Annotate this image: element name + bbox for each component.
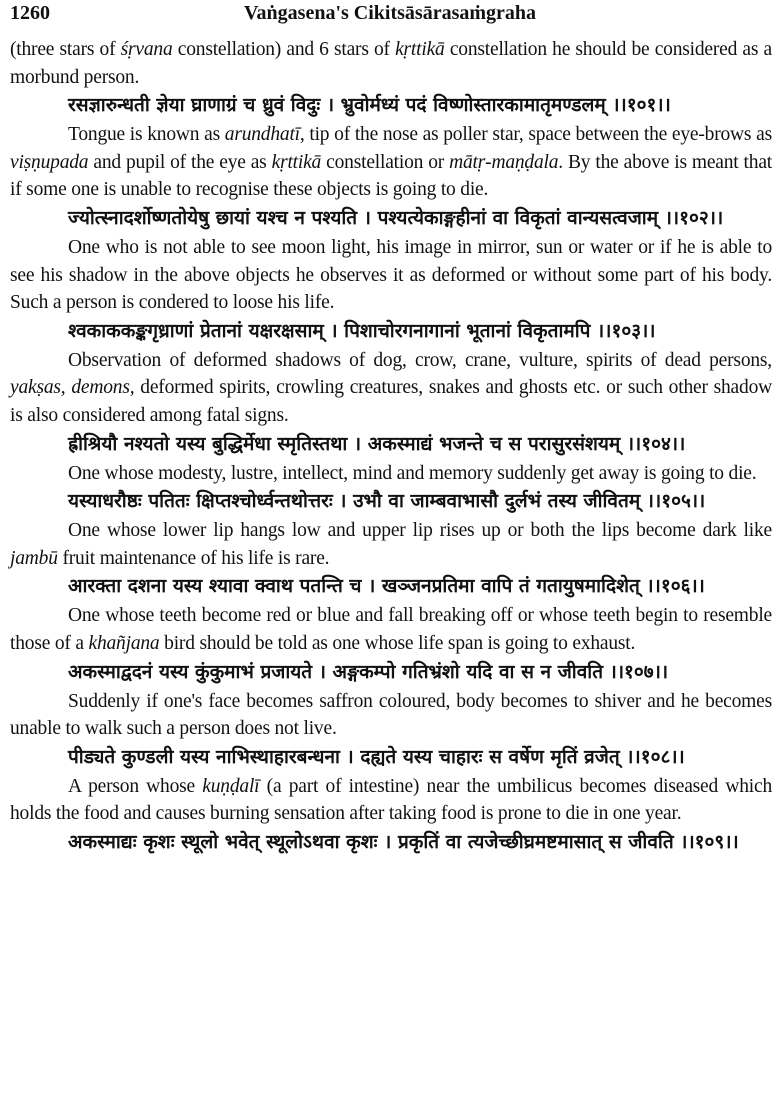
sanskrit-verse: अकस्माद्वदनं यस्य कुंकुमाभं प्रजायते । अङ्गकम्पो गतिभ्रंशो यदि वा स न जीवति ।।१०७।। [68, 660, 669, 683]
sanskrit-verse: यस्याधरौष्ठः पतितः क्षिप्तश्चोर्ध्वन्तथोत्तरः । उभौ वा जाम्बवाभासौ दुर्लभं तस्य जीवितम् ।।१०५।। [68, 490, 706, 513]
page-number: 1260 [10, 2, 50, 24]
sanskrit-verse: पीड्यते कुण्डली यस्य नाभिस्थाहारबन्धना । दह्यते यस्य चाहारः स वर्षेण मृतिं व्रजेत् ।।१०८।। [68, 745, 685, 768]
translation-paragraph: Observation of deformed shadows of dog, crow, crane, vulture, spirits of dead persons, yakṣas, demons, deformed spirits, crowling creatures, snakes and ghosts etc. or such other shadow is also considered among fatal signs. [10, 349, 772, 426]
sanskrit-verse: श्वकाककङ्कगृध्राणां प्रेतानां यक्षरक्षसाम् । पिशाचोरगनागानां भूतानां विकृतामपि ।।१०३।। [68, 319, 656, 342]
page-body [10, 36, 772, 858]
sanskrit-verse: ह्रीश्रियौ नश्यतो यस्य बुद्धिर्मेधा स्मृतिस्तथा । अकस्माद्यं भजन्ते च स परासुरसंशयम् ।।१०४।। [68, 432, 686, 455]
running-header [10, 2, 770, 28]
translation-paragraph: One whose lower lip hangs low and upper lip rises up or both the lips become dark like jambū fruit maintenance of his life is rare. [10, 520, 772, 569]
translation-paragraph: Tongue is known as arundhatī, tip of the nose as poller star, space between the eye-brows as viṣṇupada and pupil of the eye as kṛttikā constellation or mātṛ-maṇḍala. By the above is meant that if some one is unable to recognise these objects is going to die. [10, 124, 772, 201]
sanskrit-verse: आरक्ता दशना यस्य श्यावा क्वाथ पतन्ति च । खञ्जनप्रतिमा वापि तं गतायुषमादिशेत् ।।१०६।। [68, 575, 705, 598]
sanskrit-verse: ज्योत्स्नादर्शोष्णतोयेषु छायां यश्च न पश्यति । पश्यत्येकाङ्गहीनां वा विकृतां वान्यसत्वजाम् ।।१०२।। [68, 206, 724, 229]
translation-paragraph: Suddenly if one's face becomes saffron coloured, body becomes to shiver and he becomes unable to walk such a person does not live. [10, 690, 772, 740]
translation-paragraph: (three stars of śṛvana constellation) and 6 stars of kṛttikā constellation he should be considered as a morbund person. [10, 39, 772, 88]
translation-paragraph: One who is not able to see moon light, his image in mirror, sun or water or if he is able to see his shadow in the above objects he observes it as deformed or without some part of his body. Such a person is condered to loose his life. [10, 236, 772, 314]
translation-paragraph: One whose teeth become red or blue and fall breaking off or whose teeth begin to resemble those of a khañjana bird should be told as one whose life span is going to exhaust. [10, 605, 772, 654]
sanskrit-verse: अकस्माद्यः कृशः स्थूलो भवेत् स्थूलोऽथवा कृशः । प्रकृतिं वा त्यजेच्छीघ्रमष्टमासात् स जीवति ।।१०९।। [68, 830, 739, 853]
translation-paragraph: One whose modesty, lustre, intellect, mind and memory suddenly get away is going to die. [68, 462, 757, 484]
sanskrit-verse: रसज्ञारुन्धती ज्ञेया घ्राणाग्रं च ध्रुवं विदुः । भ्रुवोर्मध्यं पदं विष्णोस्तारकामातृमण्डलम् ।।१०१।। [68, 94, 671, 117]
translation-paragraph: A person whose kuṇḍalī (a part of intestine) near the umbilicus becomes diseased which holds the food and causes burning sensation after taking food is prone to die in one year. [10, 775, 772, 825]
book-title: Vaṅgasena's Cikitsāsārasaṁgraha [243, 2, 537, 24]
